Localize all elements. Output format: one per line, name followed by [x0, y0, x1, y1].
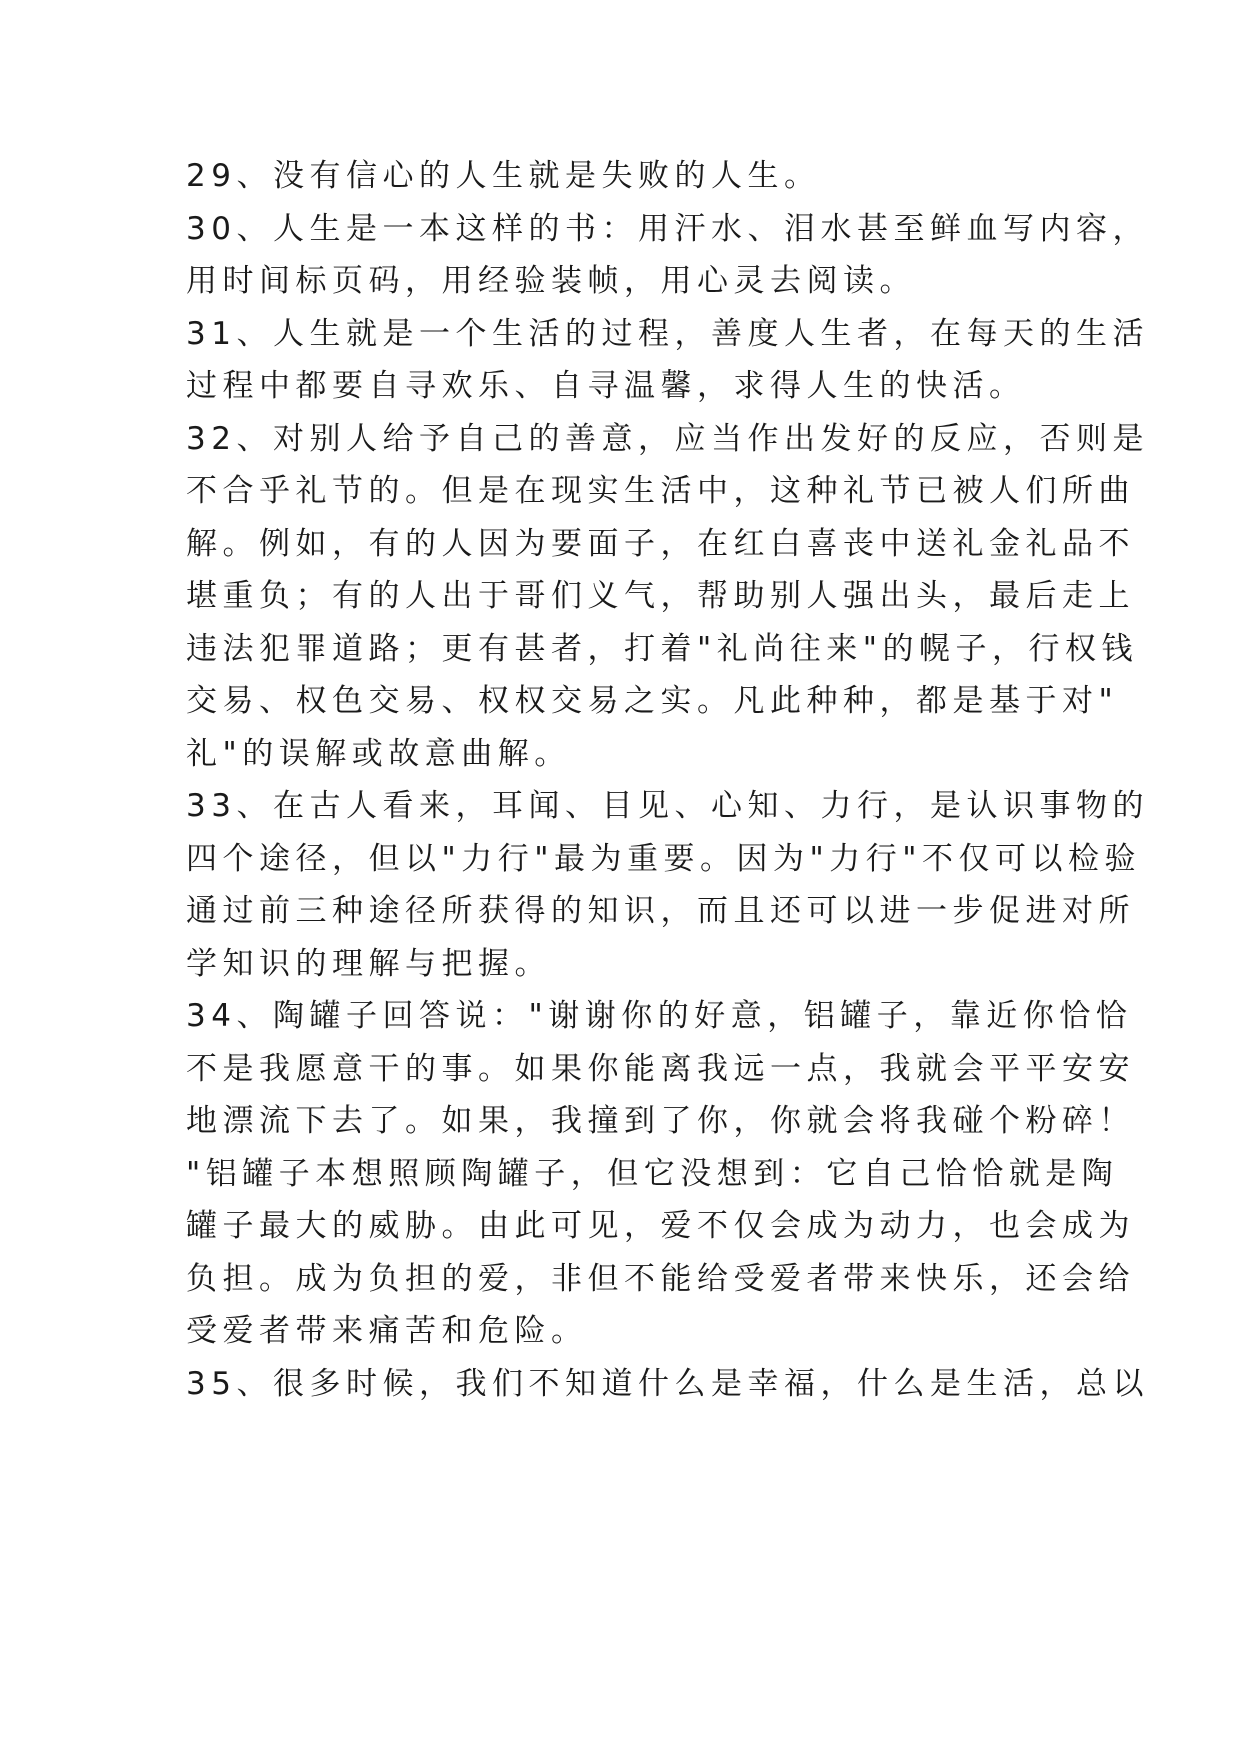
text-line: 过程中都要自寻欢乐、自寻温馨，求得人生的快活。: [186, 368, 1026, 404]
text-line: 违法犯罪道路；更有甚者，打着"礼尚往来"的幌子，行权钱: [186, 630, 1139, 667]
text-line: 35、很多时候，我们不知道什么是幸福，什么是生活，总以: [186, 1365, 1149, 1402]
text-line: 解。例如，有的人因为要面子，在红白喜丧中送礼金礼品不: [186, 525, 1135, 562]
text-line: 罐子最大的威胁。由此可见，爱不仅会成为动力，也会成为: [186, 1208, 1135, 1244]
text-line: 34、陶罐子回答说："谢谢你的好意，铝罐子，靠近你恰恰: [186, 998, 1133, 1034]
text-line: 负担。成为负担的爱，非但不能给受爱者带来快乐，还会给: [186, 1260, 1135, 1297]
text-line: 学知识的理解与把握。: [186, 945, 551, 982]
text-line: 地漂流下去了。如果，我撞到了你，你就会将我碰个粉碎！: [186, 1103, 1135, 1139]
text-line: 交易、权色交易、权权交易之实。凡此种种，都是基于对": [186, 683, 1119, 719]
document-body: [186, 150, 1149, 1410]
text-line: 33、在古人看来，耳闻、目见、心知、力行，是认识事物的: [186, 788, 1149, 824]
text-line: 32、对别人给予自己的善意，应当作出发好的反应，否则是: [186, 420, 1149, 457]
text-line: 用时间标页码，用经验装帧，用心灵去阅读。: [186, 263, 916, 299]
text-line: 不合乎礼节的。但是在现实生活中，这种礼节已被人们所曲: [186, 473, 1135, 509]
text-line: 通过前三种途径所获得的知识，而且还可以进一步促进对所: [186, 893, 1135, 929]
text-line: "铝罐子本想照顾陶罐子，但它没想到：它自己恰恰就是陶: [186, 1155, 1119, 1192]
text-line: 堪重负；有的人出于哥们义气，帮助别人强出头，最后走上: [186, 578, 1135, 614]
text-line: 不是我愿意干的事。如果你能离我远一点，我就会平平安安: [186, 1050, 1135, 1087]
text-line: 30、人生是一本这样的书：用汗水、泪水甚至鲜血写内容，: [186, 210, 1149, 247]
text-line: 受爱者带来痛苦和危险。: [186, 1313, 588, 1349]
text-line: 四个途径，但以"力行"最为重要。因为"力行"不仅可以检验: [186, 840, 1142, 877]
text-line: 31、人生就是一个生活的过程，善度人生者，在每天的生活: [186, 315, 1149, 352]
text-line: 29、没有信心的人生就是失败的人生。: [186, 158, 821, 194]
text-line: 礼"的误解或故意曲解。: [186, 735, 571, 772]
